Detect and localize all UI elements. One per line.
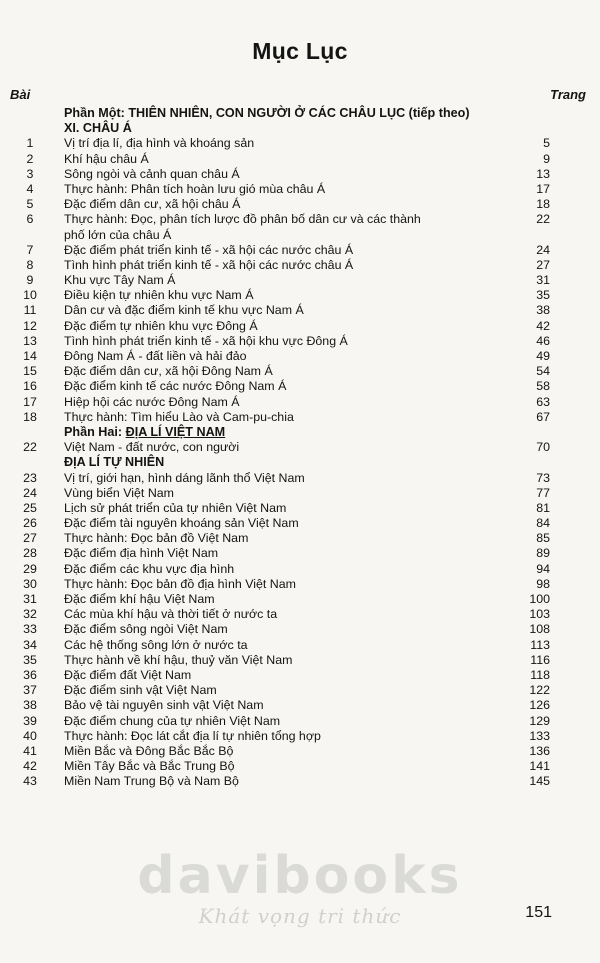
lesson-title: Dân cư và đặc điểm kinh tế khu vực Nam Á [64,303,304,318]
lesson-title: Việt Nam - đất nước, con người [64,440,240,455]
lesson-title: Miền Nam Trung Bộ và Nam Bộ [64,774,239,789]
toc-entry [0,759,600,774]
toc-heading [0,121,600,136]
toc-entry [0,501,600,516]
lesson-number: 9 [26,273,34,288]
lesson-title: Lịch sử phát triển của tự nhiên Việt Nam [64,500,287,515]
lesson-page: 122 [529,683,550,698]
lesson-title: Thực hành: Đọc, phân tích lược đồ phân bố dân cư và các thành [64,212,421,227]
lesson-page: 141 [529,759,550,774]
lesson-number: 8 [26,257,34,272]
lesson-page: 42 [536,318,550,333]
lesson-page: 108 [529,622,550,637]
lesson-number: 1 [26,136,34,151]
lesson-title: Tình hình phát triển kinh tế - xã hội các nước châu Á [64,257,354,272]
toc-entry [0,683,600,698]
lesson-number: 28 [23,546,37,561]
lesson-title: Miền Bắc và Đông Bắc Bắc Bộ [64,743,234,758]
lesson-number: 31 [23,592,37,606]
page-title: Mục Lục [252,38,348,64]
lesson-number: 34 [23,637,37,652]
lesson-number: 27 [23,531,37,546]
lesson-page: 5 [543,136,550,151]
toc-entry [0,486,600,501]
lesson-number: 30 [23,576,37,591]
lesson-page: 116 [530,652,550,667]
toc-heading [0,425,600,440]
section-heading-text: XI. CHÂU Á [64,121,132,136]
lesson-page: 136 [529,743,550,758]
lesson-number: 39 [23,713,37,728]
lesson-number: 15 [23,364,37,379]
lesson-page: 89 [536,546,550,561]
lesson-number: 40 [23,728,37,743]
toc-entry [0,379,600,394]
watermark-slogan: Khát vọng tri thức [198,904,402,928]
lesson-title: Đặc điểm dân cư, xã hội Đông Nam Á [64,364,273,379]
lesson-title: Đặc điểm tự nhiên khu vực Đông Á [64,318,258,333]
lesson-number: 38 [23,698,37,713]
lesson-page: 58 [536,379,550,394]
toc-entry [0,607,600,622]
toc-entry [0,440,600,455]
lesson-number: 14 [23,349,37,363]
column-header-lesson: Bài [10,87,31,102]
toc-entry [0,714,600,729]
toc-entry [0,303,600,318]
toc-entry [0,349,600,364]
lesson-title: Bảo vệ tài nguyên sinh vật Việt Nam [64,698,264,713]
toc-entry [0,212,600,227]
lesson-page: 94 [536,561,550,576]
lesson-number: 32 [23,607,37,622]
lesson-page: 103 [529,607,550,622]
toc-entry [0,152,600,167]
toc-heading [0,106,600,121]
lesson-number: 3 [26,166,34,181]
lesson-title: Đặc điểm phát triển kinh tế - xã hội các nước châu Á [64,242,354,257]
toc-entry [0,729,600,744]
lesson-page: 54 [536,364,550,379]
lesson-title: Vị trí địa lí, địa hình và khoáng sản [64,136,255,151]
toc-entry [0,592,600,607]
watermark-logo: davibooks [137,846,463,906]
toc-entry [0,410,600,425]
lesson-title: Thực hành: Phân tích hoàn lưu gió mùa châu Á [64,181,326,196]
page-number: 151 [525,904,552,921]
lesson-title: Thực hành về khí hậu, thuỷ văn Việt Nam [64,652,293,667]
section-heading-text: Phần Một: THIÊN NHIÊN, CON NGƯỜI Ở CÁC CHÂU LỤC (tiếp theo) [64,106,470,120]
lesson-number: 13 [23,333,37,348]
lesson-number: 6 [26,212,34,227]
lesson-number: 35 [23,652,37,667]
lesson-title: Thực hành: Tìm hiểu Lào và Cam-pu-chia [64,409,294,424]
lesson-number: 5 [26,197,34,212]
lesson-title: Đông Nam Á - đất liền và hải đảo [64,349,247,363]
lesson-title: Hiệp hội các nước Đông Nam Á [64,394,240,409]
lesson-title: Đặc điểm các khu vực địa hình [64,561,235,576]
toc-entry [0,182,600,197]
lesson-number: 41 [23,743,37,758]
lesson-number: 4 [26,181,34,196]
lesson-number: 18 [23,409,37,424]
toc-entry [0,471,600,486]
lesson-page: 118 [530,667,550,682]
lesson-title: Đặc điểm đất Việt Nam [64,667,192,682]
lesson-title: Đặc điểm sinh vật Việt Nam [64,683,217,698]
lesson-title: Vị trí, giới hạn, hình dáng lãnh thổ Việt Nam [64,470,305,485]
lesson-page: 63 [536,394,550,409]
lesson-title: Khí hậu châu Á [64,151,149,166]
lesson-title: Đặc điểm sông ngòi Việt Nam [64,622,228,637]
toc-entry [0,167,600,182]
lesson-page: 85 [536,531,550,546]
lesson-page: 133 [529,728,550,743]
lesson-number: 33 [23,622,37,637]
table-of-contents [0,106,600,789]
lesson-number: 29 [23,561,37,576]
toc-entry [0,243,600,258]
toc-entry [0,668,600,683]
lesson-page: 18 [536,197,550,212]
lesson-page: 129 [529,713,550,728]
toc-entry [0,531,600,546]
lesson-title: Đặc điểm chung của tự nhiên Việt Nam [64,713,281,728]
lesson-title: Đặc điểm khí hậu Việt Nam [64,592,215,606]
lesson-title: Đặc điểm địa hình Việt Nam [64,546,219,561]
lesson-page: 24 [536,242,550,257]
toc-entry [0,395,600,410]
lesson-title: Thực hành: Đọc bản đồ Việt Nam [64,531,249,546]
lesson-page: 13 [536,166,550,181]
toc-entry [0,288,600,303]
section-heading-text: ĐỊA LÍ TỰ NHIÊN [64,455,165,470]
toc-entry [0,136,600,151]
lesson-page: 126 [529,698,550,713]
lesson-number: 42 [23,759,37,774]
lesson-page: 22 [536,212,550,227]
lesson-page: 9 [543,151,550,166]
toc-entry [0,273,600,288]
lesson-number: 10 [23,288,37,303]
toc-entry [0,197,600,212]
lesson-title: Khu vực Tây Nam Á [64,273,176,288]
lesson-page: 35 [536,288,550,303]
lesson-title: Các hệ thống sông lớn ở nước ta [64,637,248,652]
lesson-number: 37 [23,683,37,698]
lesson-title: Tình hình phát triển kinh tế - xã hội khu vực Đông Á [64,333,348,348]
toc-entry [0,744,600,759]
lesson-page: 77 [536,485,550,500]
lesson-page: 17 [536,181,550,196]
lesson-page: 49 [536,349,550,363]
lesson-number: 22 [23,440,37,455]
lesson-number: 12 [23,318,37,333]
lesson-page: 73 [536,470,550,485]
lesson-title: Điều kiện tự nhiên khu vực Nam Á [64,288,254,303]
lesson-page: 100 [529,592,550,606]
toc-entry [0,638,600,653]
lesson-number: 24 [23,485,37,500]
section-heading-text: Phần Hai: ĐỊA LÍ VIỆT NAM [64,424,226,439]
lesson-number: 23 [23,470,37,485]
column-header-page: Trang [550,87,586,102]
toc-entry [0,774,600,789]
lesson-number: 43 [23,774,37,789]
lesson-title: Vùng biển Việt Nam [64,485,174,500]
toc-entry [0,334,600,349]
toc-entry [0,577,600,592]
toc-entry [0,562,600,577]
lesson-title: Đặc điểm tài nguyên khoáng sản Việt Nam [64,516,299,531]
lesson-page: 81 [536,500,550,515]
lesson-page: 70 [536,440,550,455]
toc-entry [0,228,600,243]
toc-entry [0,364,600,379]
lesson-number: 2 [26,151,34,166]
lesson-page: 67 [536,409,550,424]
lesson-title: phố lớn của châu Á [64,227,172,242]
lesson-title: Đặc điểm kinh tế các nước Đông Nam Á [64,379,287,394]
lesson-title: Thực hành: Đọc lát cắt địa lí tự nhiên tổng hợp [64,728,321,743]
lesson-title: Đặc điểm dân cư, xã hội châu Á [64,197,241,212]
toc-entry [0,516,600,531]
lesson-number: 26 [23,516,37,531]
lesson-number: 36 [23,667,37,682]
lesson-page: 46 [536,333,550,348]
lesson-number: 7 [26,242,34,257]
lesson-number: 16 [23,379,37,394]
toc-entry [0,622,600,637]
lesson-title: Sông ngòi và cảnh quan châu Á [64,166,240,181]
lesson-number: 11 [23,303,37,318]
lesson-page: 145 [529,774,550,789]
toc-entry [0,258,600,273]
lesson-title: Thực hành: Đọc bản đồ địa hình Việt Nam [64,576,296,591]
toc-heading [0,455,600,470]
lesson-page: 113 [530,637,550,652]
toc-entry [0,698,600,713]
lesson-number: 25 [23,500,37,515]
lesson-page: 38 [536,303,550,318]
toc-entry [0,546,600,561]
lesson-title: Các mùa khí hậu và thời tiết ở nước ta [64,607,278,622]
toc-entry [0,653,600,668]
toc-entry [0,319,600,334]
lesson-page: 31 [536,273,550,288]
lesson-page: 27 [536,257,550,272]
lesson-title: Miền Tây Bắc và Bắc Trung Bộ [64,759,235,774]
lesson-page: 98 [536,576,550,591]
lesson-page: 84 [536,516,550,531]
lesson-number: 17 [23,394,37,409]
